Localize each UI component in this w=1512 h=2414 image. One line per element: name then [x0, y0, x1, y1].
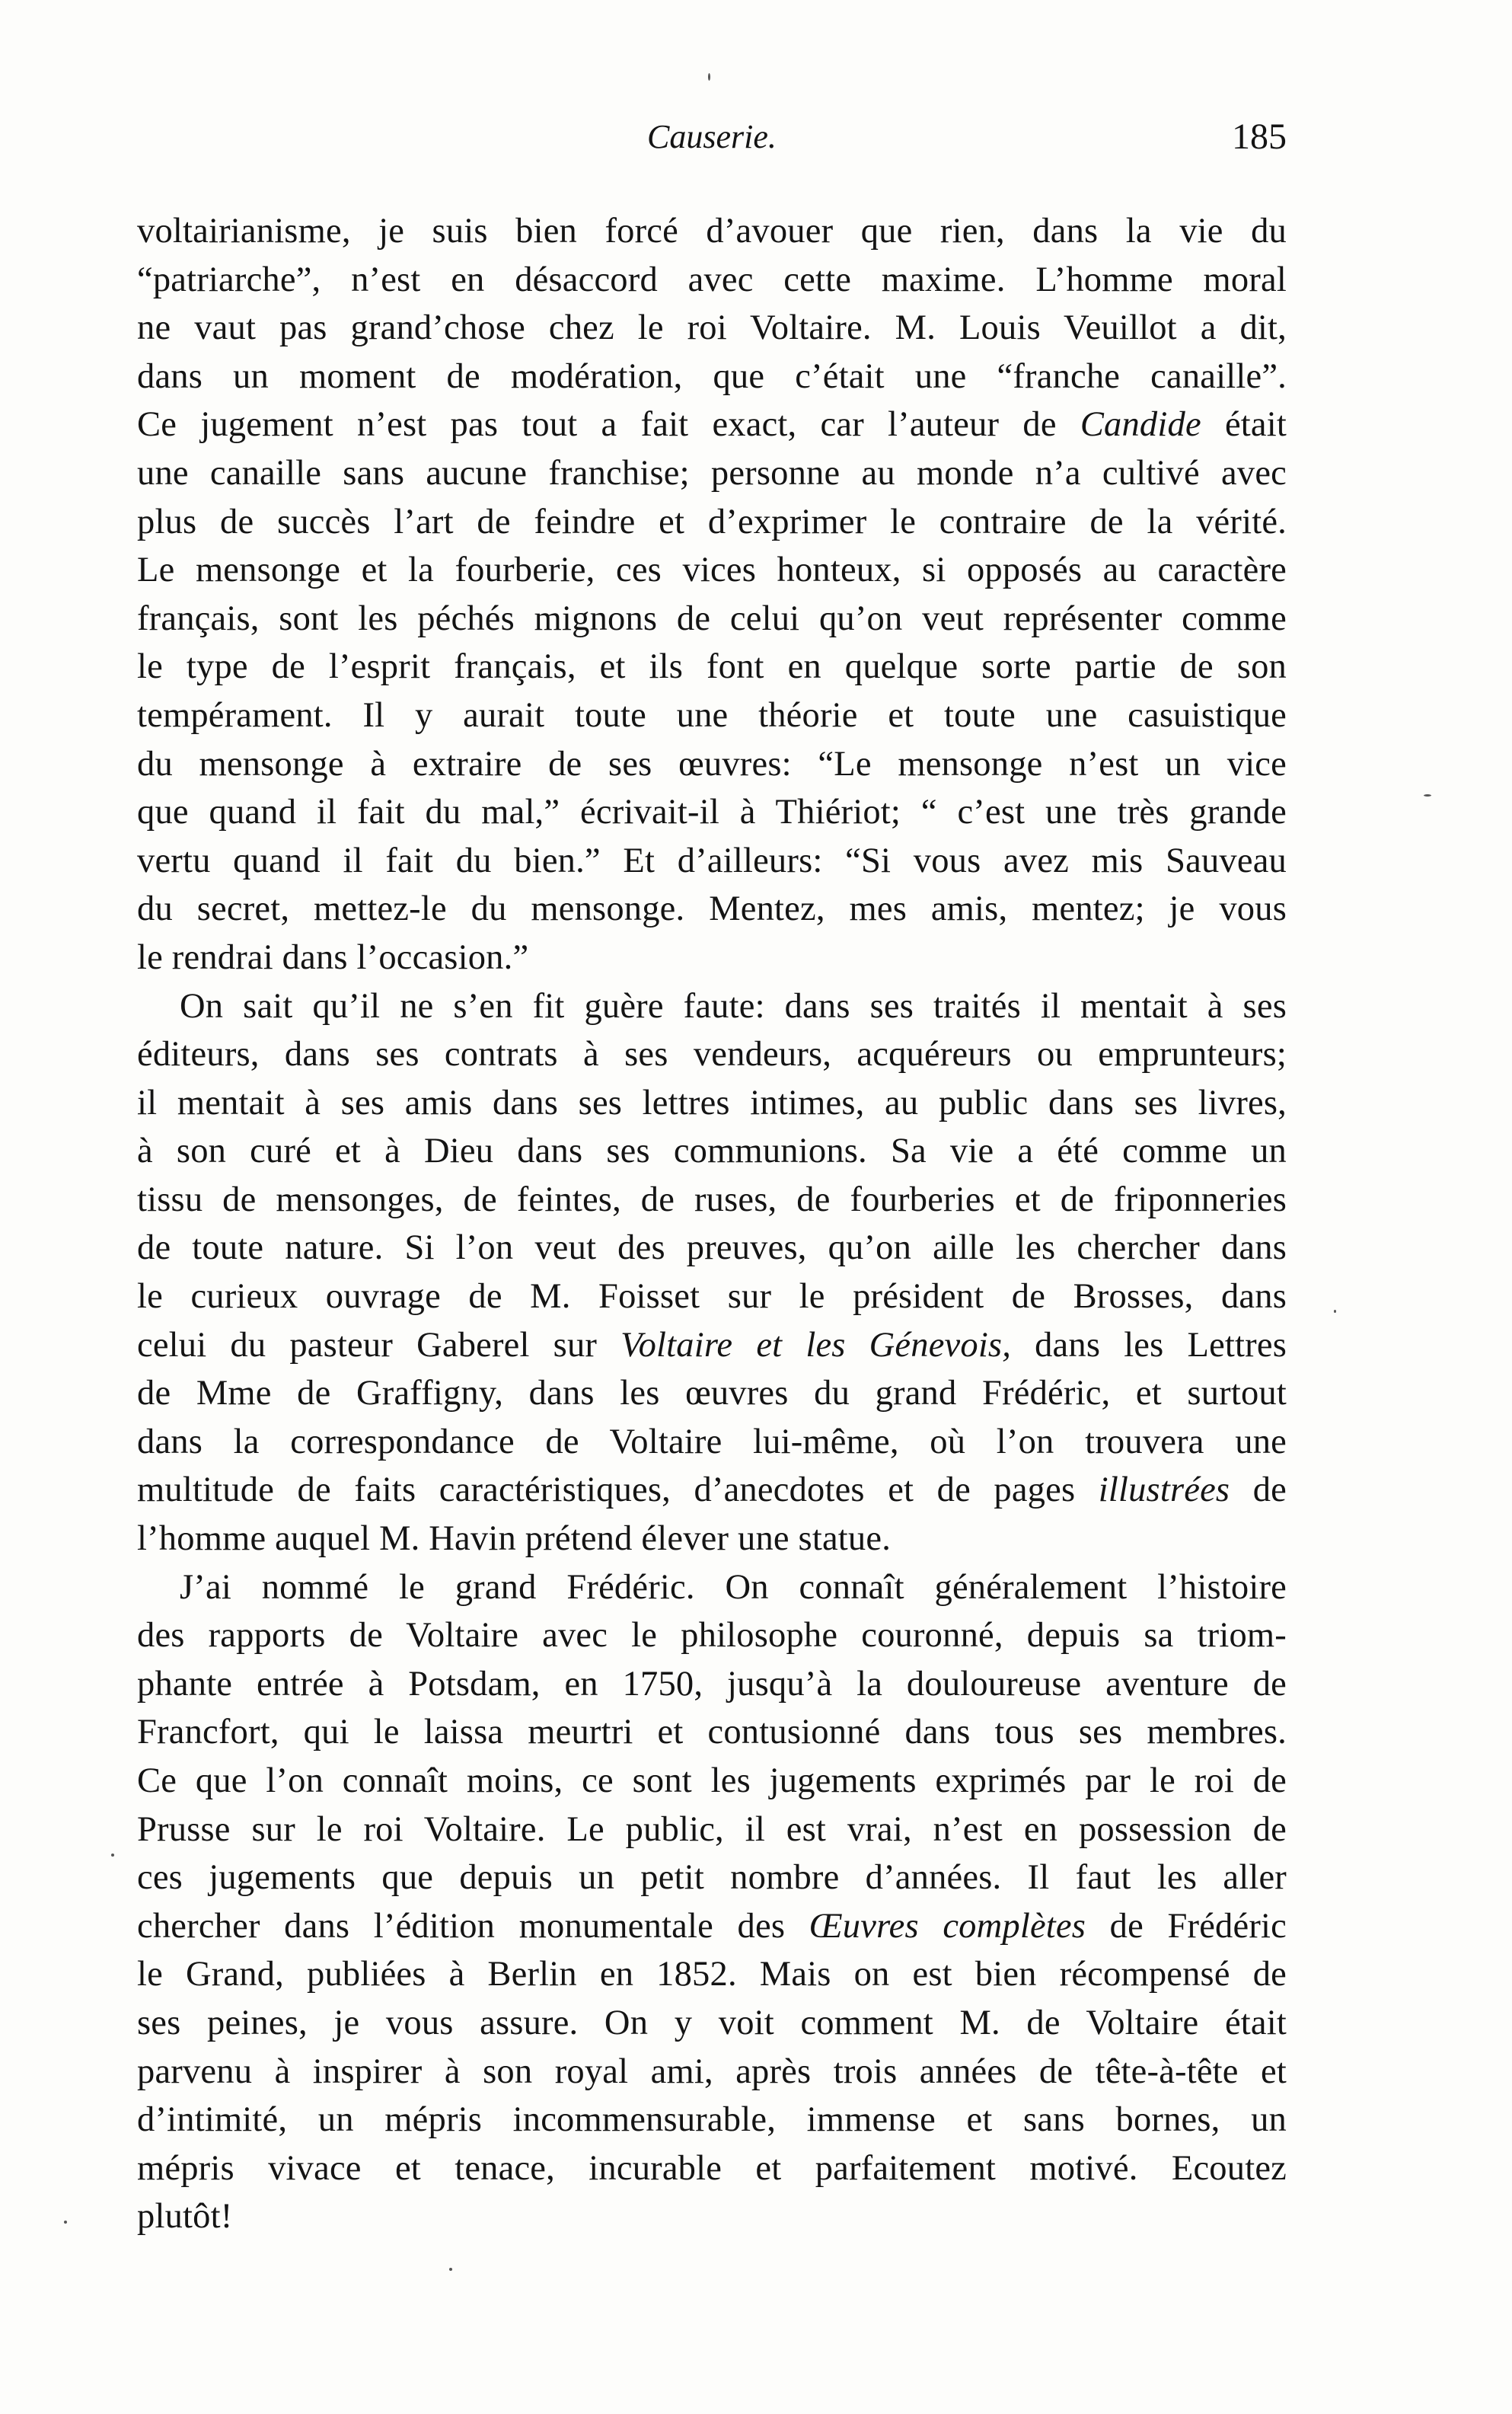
text-segment: éditeurs, dans ses contrats à ses vendeurs, acquéreurs ou emprunteurs; — [137, 1035, 1287, 1074]
text-segment: mépris vivace et tenace, incurable et parfaitement motivé. Ecoutez — [137, 2148, 1287, 2188]
text-line — [137, 740, 1287, 789]
scan-speck — [449, 2268, 452, 2271]
text-segment: il mentait à ses amis dans ses lettres intimes, au public dans ses livres, — [137, 1083, 1287, 1122]
text-line — [137, 1079, 1287, 1128]
scan-speck — [708, 73, 710, 81]
text-line — [137, 885, 1287, 934]
text-line — [137, 595, 1287, 643]
text-segment: de — [1230, 1470, 1287, 1510]
text-segment: ses peines, je vous assure. On y voit comment M. de Voltaire était — [137, 2003, 1287, 2042]
running-title: Causerie. — [647, 118, 777, 155]
text-line — [137, 1611, 1287, 1660]
text-line — [137, 449, 1287, 498]
text-line — [137, 2144, 1287, 2193]
italic-title: Candide — [1080, 405, 1201, 445]
text-segment: Ce jugement n’est pas tout a fait exact, car l’auteur de — [137, 405, 1080, 445]
text-line — [137, 1272, 1287, 1321]
text-segment: français, sont les péchés mignons de celui qu’on veut représenter comme — [137, 599, 1287, 638]
text-line — [137, 498, 1287, 547]
text-line — [137, 1563, 1287, 1612]
text-segment: dans la correspondance de Voltaire lui-même, où l’on trouvera une — [137, 1422, 1287, 1461]
text-line — [137, 788, 1287, 837]
text-segment: l’homme auquel M. Havin prétend élever une statue. — [137, 1519, 892, 1559]
text-segment: celui du pasteur Gaberel sur — [137, 1325, 621, 1365]
text-line — [137, 2096, 1287, 2144]
page-header — [137, 113, 1287, 166]
text-line — [137, 546, 1287, 595]
scan-speck — [111, 1854, 114, 1857]
text-line — [137, 934, 1287, 982]
text-segment: tempérament. Il y aurait toute une théorie et toute une casuistique — [137, 695, 1287, 735]
text-segment: le rendrai dans l’occasion.” — [137, 937, 529, 977]
text-segment: était — [1201, 405, 1287, 445]
text-line — [137, 837, 1287, 886]
text-segment: du mensonge à extraire de ses œuvres: “Le mensonge n’est un vice — [137, 744, 1287, 784]
text-line — [137, 1806, 1287, 1854]
text-line — [137, 1708, 1287, 1757]
text-line — [137, 691, 1287, 740]
text-segment: d’intimité, un mépris incommensurable, immense et sans bornes, un — [137, 2100, 1287, 2140]
text-segment: le Grand, publiées à Berlin en 1852. Mais on est bien récompensé de — [137, 1955, 1287, 1994]
text-segment: chercher dans l’édition monumentale des — [137, 1906, 809, 1946]
text-segment: à son curé et à Dieu dans ses communions. Sa vie a été comme un — [137, 1132, 1287, 1171]
text-line — [137, 982, 1287, 1031]
text-line — [137, 401, 1287, 449]
text-line — [137, 1369, 1287, 1418]
text-segment: phante entrée à Potsdam, en 1750, jusqu’à la douloureuse aventure de — [137, 1664, 1287, 1704]
text-segment: le curieux ouvrage de M. Foisset sur le président de Brosses, dans — [137, 1277, 1287, 1317]
text-segment: de Mme de Graffigny, dans les œuvres du grand Frédéric, et surtout — [137, 1374, 1287, 1413]
text-segment: plus de succès l’art de feindre et d’exprimer le contraire de la vérité. — [137, 502, 1287, 541]
scan-speck — [64, 2221, 67, 2224]
text-segment: que quand il fait du mal,” écrivait-il à Thiériot; “ c’est une très grande — [137, 793, 1287, 832]
text-line — [137, 1224, 1287, 1272]
text-line — [137, 1030, 1287, 1079]
scan-speck — [1334, 1310, 1336, 1313]
text-line — [137, 1757, 1287, 1806]
text-segment: vertu quand il fait du bien.” Et d’ailleurs: “Si vous avez mis Sauveau — [137, 841, 1287, 880]
text-line — [137, 1854, 1287, 1902]
text-segment: une canaille sans aucune franchise; personne au monde n’a cultivé avec — [137, 453, 1287, 493]
text-line — [137, 1902, 1287, 1951]
text-line — [137, 207, 1287, 256]
text-line — [137, 1127, 1287, 1176]
text-line — [137, 1466, 1287, 1515]
text-segment: de Frédéric — [1086, 1906, 1287, 1946]
text-line — [137, 256, 1287, 305]
text-line — [137, 1321, 1287, 1370]
text-segment: ces jugements que depuis un petit nombre d’années. Il faut les aller — [137, 1858, 1287, 1898]
text-segment: parvenu à inspirer à son royal ami, après trois années de tête-à-tête et — [137, 2052, 1287, 2091]
text-line — [137, 1176, 1287, 1225]
text-line — [137, 1999, 1287, 2048]
text-line — [137, 1660, 1287, 1709]
text-line — [137, 1515, 1287, 1563]
text-segment: le type de l’esprit français, et ils font en quelque sorte partie de son — [137, 647, 1287, 687]
italic-title: Œuvres complètes — [809, 1906, 1086, 1946]
body-text — [137, 207, 1287, 2241]
text-segment: plutôt! — [137, 2197, 233, 2237]
text-segment: ne vaut pas grand’chose chez le roi Voltaire. M. Louis Veuillot a dit, — [137, 308, 1287, 348]
text-segment: On sait qu’il ne s’en fit guère faute: dans ses traités il mentait à ses — [180, 986, 1287, 1026]
text-line — [137, 1950, 1287, 1999]
text-line — [137, 304, 1287, 353]
text-line — [137, 2048, 1287, 2096]
text-segment: multitude de faits caractéristiques, d’anecdotes et de pages — [137, 1470, 1099, 1510]
text-segment: des rapports de Voltaire avec le philosophe couronné, depuis sa triom- — [137, 1616, 1287, 1656]
text-segment: voltairianisme, je suis bien forcé d’avouer que rien, dans la vie du — [137, 212, 1287, 251]
scan-speck — [1424, 794, 1431, 797]
text-line — [137, 643, 1287, 691]
text-line — [137, 1418, 1287, 1467]
text-segment: du secret, mettez-le du mensonge. Mentez, mes amis, mentez; je vous — [137, 889, 1287, 929]
page-number: 185 — [1232, 117, 1287, 157]
text-segment: Francfort, qui le laissa meurtri et contusionné dans tous ses membres. — [137, 1713, 1287, 1752]
text-segment: dans un moment de modération, que c’était une “franche canaille”. — [137, 356, 1287, 396]
italic-title: Voltaire et les Génevois, — [620, 1325, 1012, 1365]
text-segment: dans les Lettres — [1011, 1325, 1287, 1365]
italic-title: illustrées — [1098, 1470, 1230, 1510]
text-line — [137, 2192, 1287, 2241]
text-segment: tissu de mensonges, de feintes, de ruses, de fourberies et de friponneries — [137, 1180, 1287, 1219]
text-segment: Prusse sur le roi Voltaire. Le public, il est vrai, n’est en possession de — [137, 1809, 1287, 1849]
text-segment: Ce que l’on connaît moins, ce sont les jugements exprimés par le roi de — [137, 1761, 1287, 1800]
text-segment: de toute nature. Si l’on veut des preuves, qu’on aille les chercher dans — [137, 1228, 1287, 1268]
text-segment: Le mensonge et la fourberie, ces vices honteux, si opposés au caractère — [137, 551, 1287, 590]
text-segment: “patriarche”, n’est en désaccord avec cette maxime. L’homme moral — [137, 260, 1287, 299]
text-segment: J’ai nommé le grand Frédéric. On connaît généralement l’histoire — [180, 1567, 1287, 1607]
text-line — [137, 353, 1287, 401]
